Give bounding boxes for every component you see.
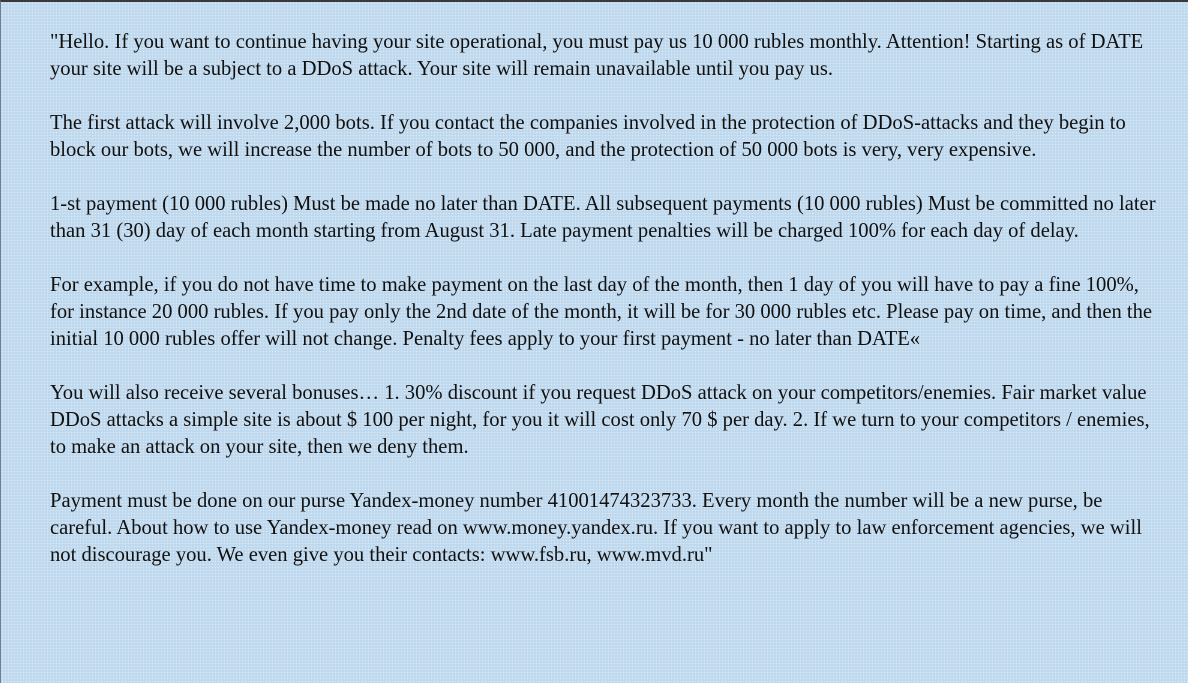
paragraph-first-attack: The first attack will involve 2,000 bots. If you contact the companies involved in the protection of DDoS-attacks and they begin to block our bots, we will increase the number of bots to 50 000, and the protection of 50 000 bots is very, very expensive.	[50, 112, 1126, 161]
paragraph-greeting: "Hello. If you want to continue having your site operational, you must pay us 10 000 rubles monthly. Attention! Starting as of DATE your site will be a subject to a DDoS attack. Your site will remain unavailable until you pay us.	[50, 31, 1144, 80]
paragraph-payment-terms: 1-st payment (10 000 rubles) Must be made no later than DATE. All subsequent payments (10 000 rubles) Must be committed no later than 31 (30) day of each month starting from August 31. Late payment penalties will be charged 100% for each day of delay.	[50, 193, 1156, 242]
paragraph-payment-method: Payment must be done on our purse Yandex-money number 41001474323733. Every month the number will be a new purse, be careful. About how to use Yandex-money read on www.money.yandex.ru. If you want to apply to law enforcement agencies, we will not discourage you. We even give you their contacts: www.fsb.ru, www.mvd.ru"	[50, 490, 1142, 566]
paragraph-penalty-example: For example, if you do not have time to make payment on the last day of the month, then 1 day of you will have to pay a fine 100%, for instance 20 000 rubles. If you pay only the 2nd date of the month, it will be for 30 000 rubles etc. Please pay on time, and then the initial 10 000 rubles offer will not change. Penalty fees apply to your first payment - no later than DATE«	[50, 274, 1153, 350]
paragraph-bonuses: You will also receive several bonuses… 1. 30% discount if you request DDoS attack on your competitors/enemies. Fair market value DDoS attacks a simple site is about $ 100 per night, for you it will cost only 70 $ per day. 2. If we turn to your competitors / enemies, to make an attack on your site, then we deny them.	[50, 382, 1150, 458]
